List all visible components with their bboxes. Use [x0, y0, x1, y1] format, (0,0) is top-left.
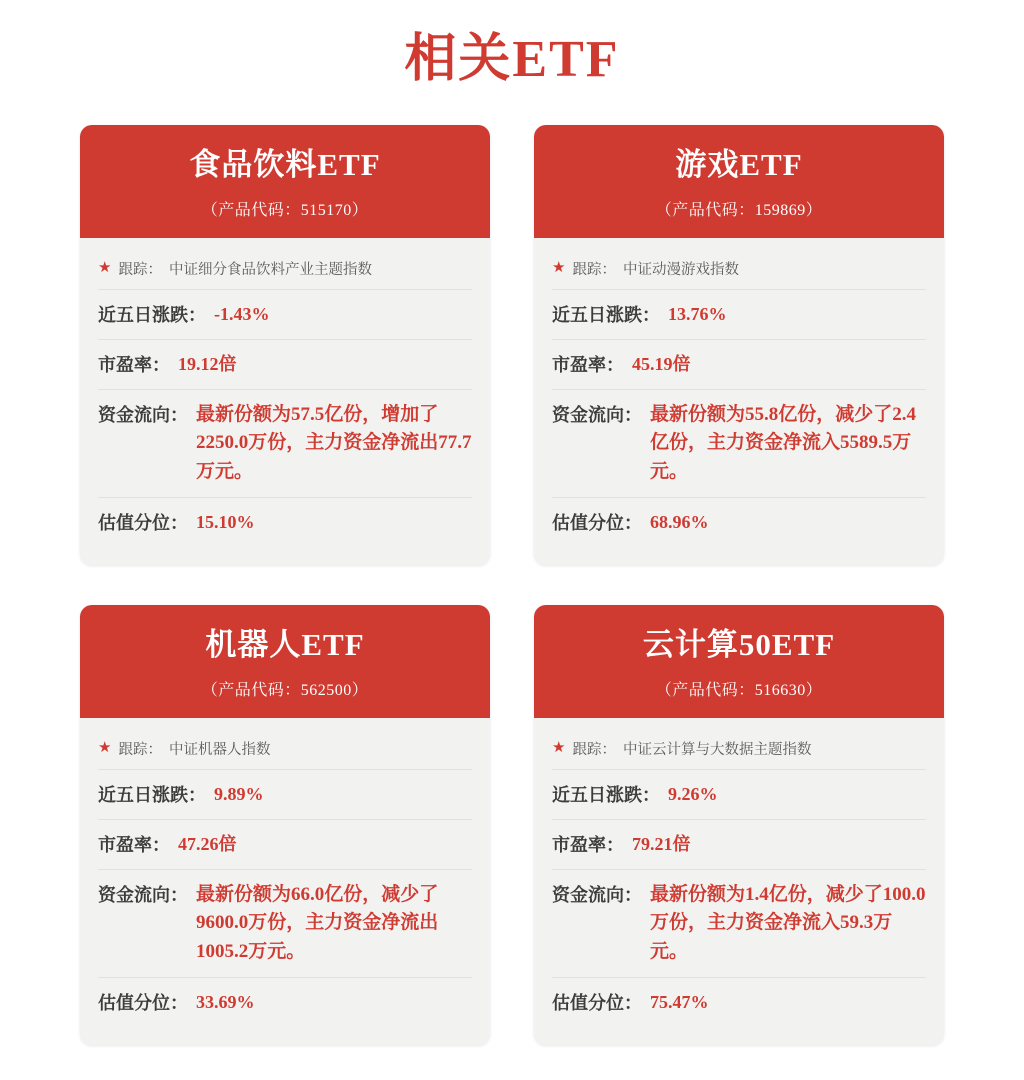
- metric-value: 13.76%: [668, 303, 727, 324]
- metric-label: 近五日涨跌：: [552, 784, 660, 805]
- metric-fund-flow: [98, 869, 472, 978]
- code-prefix: （产品代码：: [655, 201, 755, 219]
- metric-fund-flow: [552, 869, 926, 978]
- etf-card-grid: [0, 125, 1024, 1045]
- star-icon: ★: [552, 739, 566, 756]
- metric-fund-flow: [98, 389, 472, 498]
- track-label: 跟踪：: [118, 261, 162, 278]
- metric-pe-ratio: [552, 819, 926, 869]
- track-label: 跟踪：: [572, 741, 616, 758]
- code-value: 515170: [300, 201, 352, 219]
- metric-five-day-change: [552, 289, 926, 339]
- metric-value: 9.26%: [668, 783, 718, 804]
- metric-value: 最新份额为55.8亿份，减少了2.4亿份，主力资金净流入5589.5万元。: [650, 403, 917, 482]
- track-index: 中证细分食品饮料产业主题指数: [168, 261, 372, 278]
- etf-name: 云计算50ETF: [642, 627, 836, 663]
- etf-track-row: [552, 732, 926, 769]
- metric-label: 近五日涨跌：: [552, 304, 660, 325]
- code-suffix: ）: [805, 681, 823, 699]
- star-icon: ★: [98, 739, 112, 756]
- etf-card[interactable]: [534, 605, 944, 1045]
- code-value: 562500: [300, 681, 352, 699]
- code-value: 516630: [754, 681, 806, 699]
- metric-valuation-percentile: [98, 977, 472, 1027]
- code-suffix: ）: [351, 201, 369, 219]
- etf-card-body: [80, 238, 490, 566]
- metric-value: 最新份额为66.0亿份，减少了9600.0万份，主力资金净流出1005.2万元。: [196, 883, 439, 962]
- etf-track-row: [98, 252, 472, 289]
- etf-card-header: [80, 605, 490, 718]
- etf-name: 食品饮料ETF: [189, 147, 381, 182]
- etf-code: [544, 677, 934, 700]
- page-title: 相关ETF: [404, 31, 620, 88]
- metric-five-day-change: [98, 289, 472, 339]
- code-prefix: （产品代码：: [201, 201, 301, 219]
- metric-label: 估值分位：: [552, 993, 642, 1014]
- star-icon: ★: [552, 259, 566, 276]
- metric-label: 估值分位：: [98, 993, 188, 1014]
- etf-card-header: [80, 125, 490, 238]
- etf-code: [90, 677, 480, 700]
- code-suffix: ）: [805, 201, 823, 219]
- metric-value: 最新份额为1.4亿份，减少了100.0万份，主力资金净流入59.3万元。: [650, 883, 926, 962]
- etf-card-body: [534, 238, 944, 566]
- etf-track-row: [98, 732, 472, 769]
- metric-label: 市盈率：: [98, 834, 170, 855]
- metric-value: 79.21倍: [632, 833, 691, 854]
- metric-value: 15.10%: [196, 512, 255, 533]
- code-value: 159869: [754, 201, 806, 219]
- etf-card-body: [80, 718, 490, 1046]
- track-label: 跟踪：: [118, 741, 162, 758]
- metric-label: 资金流向：: [552, 404, 642, 425]
- metric-five-day-change: [552, 769, 926, 819]
- metric-pe-ratio: [98, 339, 472, 389]
- metric-five-day-change: [98, 769, 472, 819]
- metric-valuation-percentile: [552, 977, 926, 1027]
- metric-value: 9.89%: [214, 783, 264, 804]
- metric-value: 最新份额为57.5亿份，增加了2250.0万份，主力资金净流出77.7万元。: [196, 403, 472, 482]
- etf-card[interactable]: [80, 605, 490, 1045]
- etf-code: [90, 197, 480, 220]
- etf-card[interactable]: [534, 125, 944, 565]
- code-suffix: ）: [351, 681, 369, 699]
- metric-valuation-percentile: [98, 497, 472, 547]
- etf-code: [544, 197, 934, 220]
- etf-name: 游戏ETF: [675, 147, 803, 182]
- metric-label: 资金流向：: [98, 884, 188, 905]
- etf-name: 机器人ETF: [205, 627, 365, 663]
- star-icon: ★: [98, 259, 112, 276]
- etf-card-header: [534, 605, 944, 718]
- metric-value: 19.12倍: [178, 353, 237, 374]
- metric-label: 资金流向：: [552, 884, 642, 905]
- metric-valuation-percentile: [552, 497, 926, 547]
- track-index: 中证机器人指数: [168, 741, 271, 758]
- metric-value: 47.26倍: [178, 833, 237, 854]
- metric-label: 近五日涨跌：: [98, 304, 206, 325]
- metric-label: 资金流向：: [98, 404, 188, 425]
- track-label: 跟踪：: [572, 261, 616, 278]
- code-prefix: （产品代码：: [655, 681, 755, 699]
- metric-value: 68.96%: [650, 512, 709, 533]
- etf-card-body: [534, 718, 944, 1046]
- metric-value: 75.47%: [650, 992, 709, 1013]
- metric-value: -1.43%: [214, 303, 270, 324]
- code-prefix: （产品代码：: [201, 681, 301, 699]
- metric-label: 市盈率：: [552, 354, 624, 375]
- metric-pe-ratio: [98, 819, 472, 869]
- metric-value: 33.69%: [196, 992, 255, 1013]
- metric-label: 估值分位：: [98, 513, 188, 534]
- etf-card-header: [534, 125, 944, 238]
- track-index: 中证动漫游戏指数: [622, 261, 739, 278]
- metric-label: 市盈率：: [98, 354, 170, 375]
- etf-card[interactable]: [80, 125, 490, 565]
- track-index: 中证云计算与大数据主题指数: [622, 741, 812, 758]
- metric-label: 市盈率：: [552, 834, 624, 855]
- metric-fund-flow: [552, 389, 926, 498]
- metric-label: 近五日涨跌：: [98, 784, 206, 805]
- metric-label: 估值分位：: [552, 513, 642, 534]
- metric-value: 45.19倍: [632, 353, 691, 374]
- metric-pe-ratio: [552, 339, 926, 389]
- etf-track-row: [552, 252, 926, 289]
